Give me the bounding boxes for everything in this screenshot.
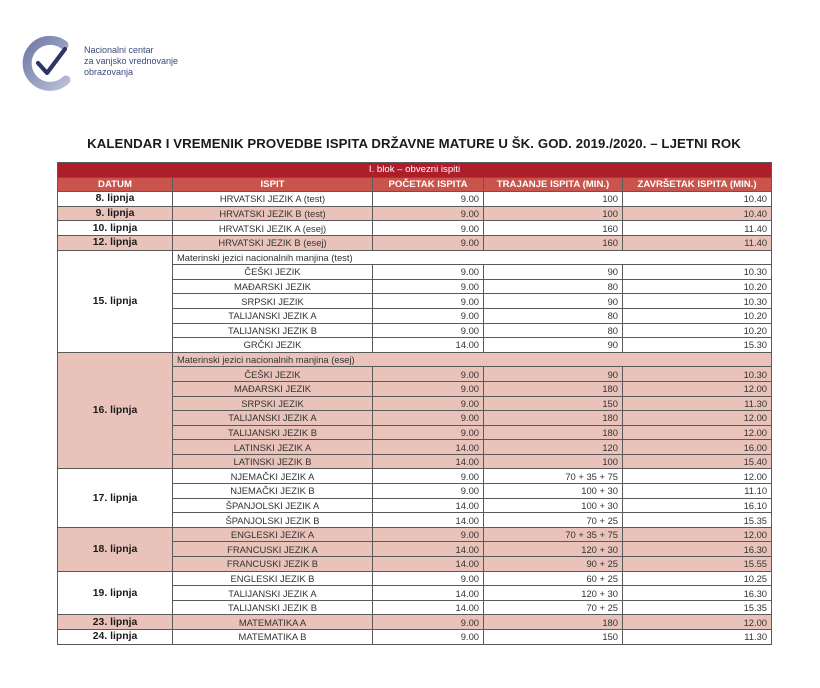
duration-cell: 100 + 30 [484, 484, 623, 499]
exam-name-cell: ŠPANJOLSKI JEZIK A [173, 498, 373, 513]
start-time-cell: 9.00 [373, 279, 484, 294]
end-time-cell: 16.30 [623, 586, 772, 601]
duration-cell: 120 + 30 [484, 542, 623, 557]
date-cell: 15. lipnja [58, 250, 173, 352]
start-time-cell: 9.00 [373, 630, 484, 645]
duration-cell: 180 [484, 615, 623, 630]
exam-name-cell: NJEMAČKI JEZIK B [173, 484, 373, 499]
table-row [58, 571, 772, 586]
table-row [58, 630, 772, 645]
exam-name-cell: TALIJANSKI JEZIK B [173, 323, 373, 338]
duration-cell: 70 + 25 [484, 513, 623, 528]
start-time-cell: 9.00 [373, 425, 484, 440]
date-cell: 16. lipnja [58, 352, 173, 469]
duration-cell: 160 [484, 235, 623, 250]
start-time-cell: 9.00 [373, 571, 484, 586]
end-time-cell: 10.25 [623, 571, 772, 586]
duration-cell: 80 [484, 323, 623, 338]
start-time-cell: 9.00 [373, 469, 484, 484]
duration-cell: 100 [484, 192, 623, 207]
date-cell: 12. lipnja [58, 235, 173, 250]
date-cell: 19. lipnja [58, 571, 173, 615]
schedule-body [58, 192, 772, 644]
logo-line-2: za vanjsko vrednovanje [84, 56, 179, 66]
duration-cell: 60 + 25 [484, 571, 623, 586]
exam-name-cell: NJEMAČKI JEZIK A [173, 469, 373, 484]
duration-cell: 120 + 30 [484, 586, 623, 601]
exam-name-cell: LATINSKI JEZIK A [173, 440, 373, 455]
exam-name-cell: ENGLESKI JEZIK A [173, 527, 373, 542]
end-time-cell: 11.30 [623, 396, 772, 411]
table-row [58, 206, 772, 221]
duration-cell: 180 [484, 381, 623, 396]
start-time-cell: 9.00 [373, 484, 484, 499]
start-time-cell: 14.00 [373, 454, 484, 469]
exam-name-cell: MATEMATIKA B [173, 630, 373, 645]
duration-cell: 90 [484, 294, 623, 309]
start-time-cell: 14.00 [373, 600, 484, 615]
column-header-trajanje: TRAJANJE ISPITA (MIN.) [484, 177, 623, 192]
start-time-cell: 9.00 [373, 221, 484, 236]
table-row [58, 221, 772, 236]
start-time-cell: 9.00 [373, 615, 484, 630]
duration-cell: 80 [484, 308, 623, 323]
start-time-cell: 9.00 [373, 308, 484, 323]
end-time-cell: 12.00 [623, 527, 772, 542]
start-time-cell: 9.00 [373, 527, 484, 542]
end-time-cell: 11.40 [623, 221, 772, 236]
date-cell: 18. lipnja [58, 527, 173, 571]
exam-name-cell: TALIJANSKI JEZIK B [173, 600, 373, 615]
end-time-cell: 10.20 [623, 279, 772, 294]
end-time-cell: 12.00 [623, 381, 772, 396]
subheading-cell: Materinski jezici nacionalnih manjina (esej) [173, 352, 772, 367]
subheading-cell: Materinski jezici nacionalnih manjina (test) [173, 250, 772, 265]
exam-name-cell: ŠPANJOLSKI JEZIK B [173, 513, 373, 528]
column-header-ispit: ISPIT [173, 177, 373, 192]
exam-name-cell: TALIJANSKI JEZIK A [173, 586, 373, 601]
exam-name-cell: GRČKI JEZIK [173, 338, 373, 353]
logo-text [84, 45, 178, 78]
end-time-cell: 11.40 [623, 235, 772, 250]
end-time-cell: 16.30 [623, 542, 772, 557]
duration-cell: 150 [484, 630, 623, 645]
date-cell: 23. lipnja [58, 615, 173, 630]
end-time-cell: 15.35 [623, 513, 772, 528]
column-header-pocetak: POČETAK ISPITA [373, 177, 484, 192]
duration-cell: 90 [484, 338, 623, 353]
start-time-cell: 14.00 [373, 498, 484, 513]
exam-name-cell: HRVATSKI JEZIK B (test) [173, 206, 373, 221]
exam-name-cell: TALIJANSKI JEZIK A [173, 308, 373, 323]
duration-cell: 70 + 35 + 75 [484, 527, 623, 542]
end-time-cell: 10.40 [623, 192, 772, 207]
start-time-cell: 9.00 [373, 323, 484, 338]
date-cell: 8. lipnja [58, 192, 173, 207]
start-time-cell: 14.00 [373, 542, 484, 557]
start-time-cell: 9.00 [373, 206, 484, 221]
duration-cell: 90 [484, 265, 623, 280]
duration-cell: 180 [484, 425, 623, 440]
exam-name-cell: ENGLESKI JEZIK B [173, 571, 373, 586]
duration-cell: 90 [484, 367, 623, 382]
start-time-cell: 9.00 [373, 411, 484, 426]
start-time-cell: 14.00 [373, 513, 484, 528]
subheading-row [58, 352, 772, 367]
page-title: KALENDAR I VREMENIK PROVEDBE ISPITA DRŽAVNE MATURE U ŠK. GOD. 2019./2020. – LJETNI ROK [87, 136, 741, 151]
end-time-cell: 15.30 [623, 338, 772, 353]
duration-cell: 70 + 35 + 75 [484, 469, 623, 484]
duration-cell: 100 [484, 206, 623, 221]
duration-cell: 150 [484, 396, 623, 411]
start-time-cell: 14.00 [373, 440, 484, 455]
end-time-cell: 15.40 [623, 454, 772, 469]
start-time-cell: 9.00 [373, 294, 484, 309]
start-time-cell: 9.00 [373, 396, 484, 411]
start-time-cell: 14.00 [373, 586, 484, 601]
duration-cell: 120 [484, 440, 623, 455]
start-time-cell: 9.00 [373, 192, 484, 207]
end-time-cell: 12.00 [623, 411, 772, 426]
block-header-row [58, 163, 772, 178]
end-time-cell: 11.30 [623, 630, 772, 645]
block-label: I. blok – obvezni ispiti [58, 163, 772, 178]
duration-cell: 100 + 30 [484, 498, 623, 513]
exam-name-cell: TALIJANSKI JEZIK A [173, 411, 373, 426]
check-circle-icon [20, 34, 78, 92]
end-time-cell: 10.30 [623, 367, 772, 382]
end-time-cell: 10.30 [623, 265, 772, 280]
logo-line-3: obrazovanja [84, 67, 134, 77]
end-time-cell: 10.20 [623, 323, 772, 338]
ncvvo-logo [20, 34, 200, 94]
start-time-cell: 14.00 [373, 338, 484, 353]
date-cell: 17. lipnja [58, 469, 173, 527]
table-row [58, 615, 772, 630]
date-cell: 10. lipnja [58, 221, 173, 236]
column-header-datum: DATUM [58, 177, 173, 192]
start-time-cell: 9.00 [373, 265, 484, 280]
end-time-cell: 15.55 [623, 557, 772, 572]
end-time-cell: 11.10 [623, 484, 772, 499]
exam-name-cell: LATINSKI JEZIK B [173, 454, 373, 469]
end-time-cell: 10.20 [623, 308, 772, 323]
exam-name-cell: SRPSKI JEZIK [173, 396, 373, 411]
exam-name-cell: HRVATSKI JEZIK A (esej) [173, 221, 373, 236]
table-row [58, 235, 772, 250]
duration-cell: 80 [484, 279, 623, 294]
subheading-row [58, 250, 772, 265]
table-row [58, 192, 772, 207]
table-row [58, 469, 772, 484]
exam-schedule-table [57, 162, 772, 645]
exam-name-cell: MAĐARSKI JEZIK [173, 279, 373, 294]
exam-name-cell: ČEŠKI JEZIK [173, 367, 373, 382]
table-row [58, 527, 772, 542]
end-time-cell: 10.40 [623, 206, 772, 221]
exam-name-cell: MATEMATIKA A [173, 615, 373, 630]
duration-cell: 100 [484, 454, 623, 469]
end-time-cell: 10.30 [623, 294, 772, 309]
duration-cell: 70 + 25 [484, 600, 623, 615]
duration-cell: 180 [484, 411, 623, 426]
start-time-cell: 9.00 [373, 381, 484, 396]
end-time-cell: 15.35 [623, 600, 772, 615]
start-time-cell: 9.00 [373, 235, 484, 250]
exam-name-cell: SRPSKI JEZIK [173, 294, 373, 309]
duration-cell: 160 [484, 221, 623, 236]
exam-name-cell: FRANCUSKI JEZIK B [173, 557, 373, 572]
exam-name-cell: MAĐARSKI JEZIK [173, 381, 373, 396]
end-time-cell: 12.00 [623, 425, 772, 440]
end-time-cell: 12.00 [623, 469, 772, 484]
exam-name-cell: HRVATSKI JEZIK A (test) [173, 192, 373, 207]
column-header-row [58, 177, 772, 192]
start-time-cell: 14.00 [373, 557, 484, 572]
exam-name-cell: HRVATSKI JEZIK B (esej) [173, 235, 373, 250]
logo-line-1: Nacionalni centar [84, 45, 154, 55]
end-time-cell: 12.00 [623, 615, 772, 630]
exam-name-cell: ČEŠKI JEZIK [173, 265, 373, 280]
date-cell: 9. lipnja [58, 206, 173, 221]
end-time-cell: 16.10 [623, 498, 772, 513]
end-time-cell: 16.00 [623, 440, 772, 455]
duration-cell: 90 + 25 [484, 557, 623, 572]
start-time-cell: 9.00 [373, 367, 484, 382]
date-cell: 24. lipnja [58, 630, 173, 645]
exam-name-cell: FRANCUSKI JEZIK A [173, 542, 373, 557]
exam-name-cell: TALIJANSKI JEZIK B [173, 425, 373, 440]
column-header-zavrsetak: ZAVRŠETAK ISPITA (MIN.) [623, 177, 772, 192]
